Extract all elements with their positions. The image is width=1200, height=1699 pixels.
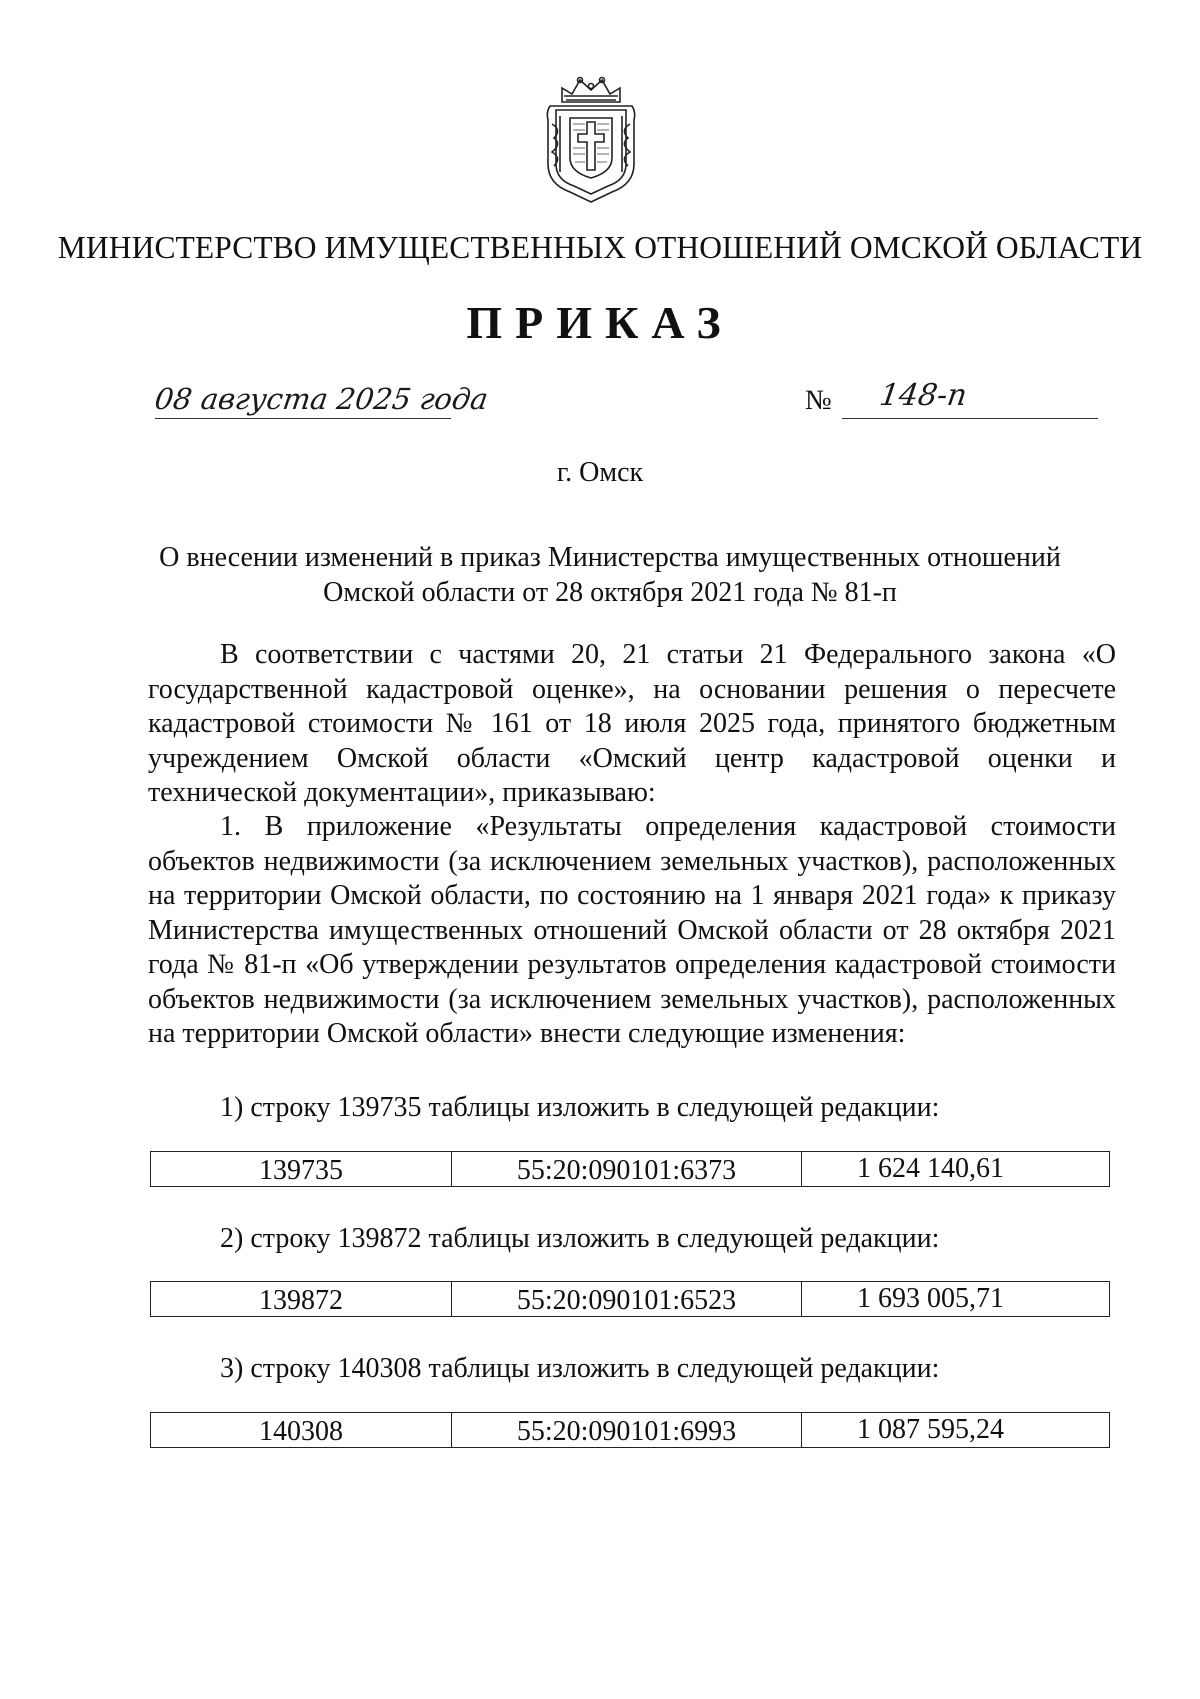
cadastral-number-cell: 55:20:090101:6373 <box>452 1152 802 1186</box>
item-2-caption: 2) строку 139872 таблицы изложить в следующей редакции: <box>220 1223 940 1254</box>
cadastral-number-cell: 55:20:090101:6993 <box>452 1413 802 1447</box>
omsk-coat-of-arms-icon <box>540 72 642 208</box>
number-label: № <box>805 385 832 416</box>
ministry-name: МИНИСТЕРСТВО ИМУЩЕСТВЕННЫХ ОТНОШЕНИЙ ОМСКОЙ ОБЛАСТИ <box>57 230 1143 265</box>
row-number-cell: 139872 <box>151 1282 452 1316</box>
document-subject: О внесении изменений в приказ Министерства имущественных отношений Омской области от 28 октября 2021 года № 81-п <box>159 542 1061 608</box>
handwritten-number: 148-п <box>877 378 970 413</box>
cadastral-number-cell: 55:20:090101:6523 <box>452 1282 802 1316</box>
cadastral-value-cell: 1 693 005,71 <box>857 1283 1004 1314</box>
table-row <box>150 1151 1110 1187</box>
document-title: ПРИКАЗ <box>466 297 734 348</box>
item-3-caption: 3) строку 140308 таблицы изложить в следующей редакции: <box>220 1353 940 1384</box>
table-row <box>150 1281 1110 1317</box>
number-underline <box>842 418 1098 419</box>
row-number-cell: 140308 <box>151 1413 452 1447</box>
cadastral-value-cell: 1 624 140,61 <box>857 1153 1004 1184</box>
intro-paragraph: В соответствии с частями 20, 21 статьи 21 Федерального закона «О государственной кадастровой оценке», на основании решения о пересчете кадастровой стоимости № 161 от 18 июля 2025 года, принятого бюджетным учреждением Омской области «Омский центр кадастровой оценки и технической документации», приказываю: <box>148 639 1116 808</box>
point-1-paragraph: 1. В приложение «Результаты определения кадастровой стоимости объектов недвижимости (за исключением земельных участков), расположенных на территории Омской области, по состоянию на 1 января 2021 года» к приказу Министерства имущественных отношений Омской области от 28 октября 2021 года № 81-п «Об утверждении результатов определения кадастровой стоимости объектов недвижимости (за исключением земельных участков), расположенных на территории Омской области» внести следующие изменения: <box>148 811 1116 1049</box>
city: г. Омск <box>556 457 644 488</box>
date-underline <box>155 418 451 419</box>
row-number-cell: 139735 <box>151 1152 452 1186</box>
table-row <box>150 1412 1110 1448</box>
cadastral-value-cell: 1 087 595,24 <box>857 1414 1004 1445</box>
handwritten-date: 08 августа 2025 года <box>152 382 491 416</box>
item-1-caption: 1) строку 139735 таблицы изложить в следующей редакции: <box>220 1092 940 1123</box>
